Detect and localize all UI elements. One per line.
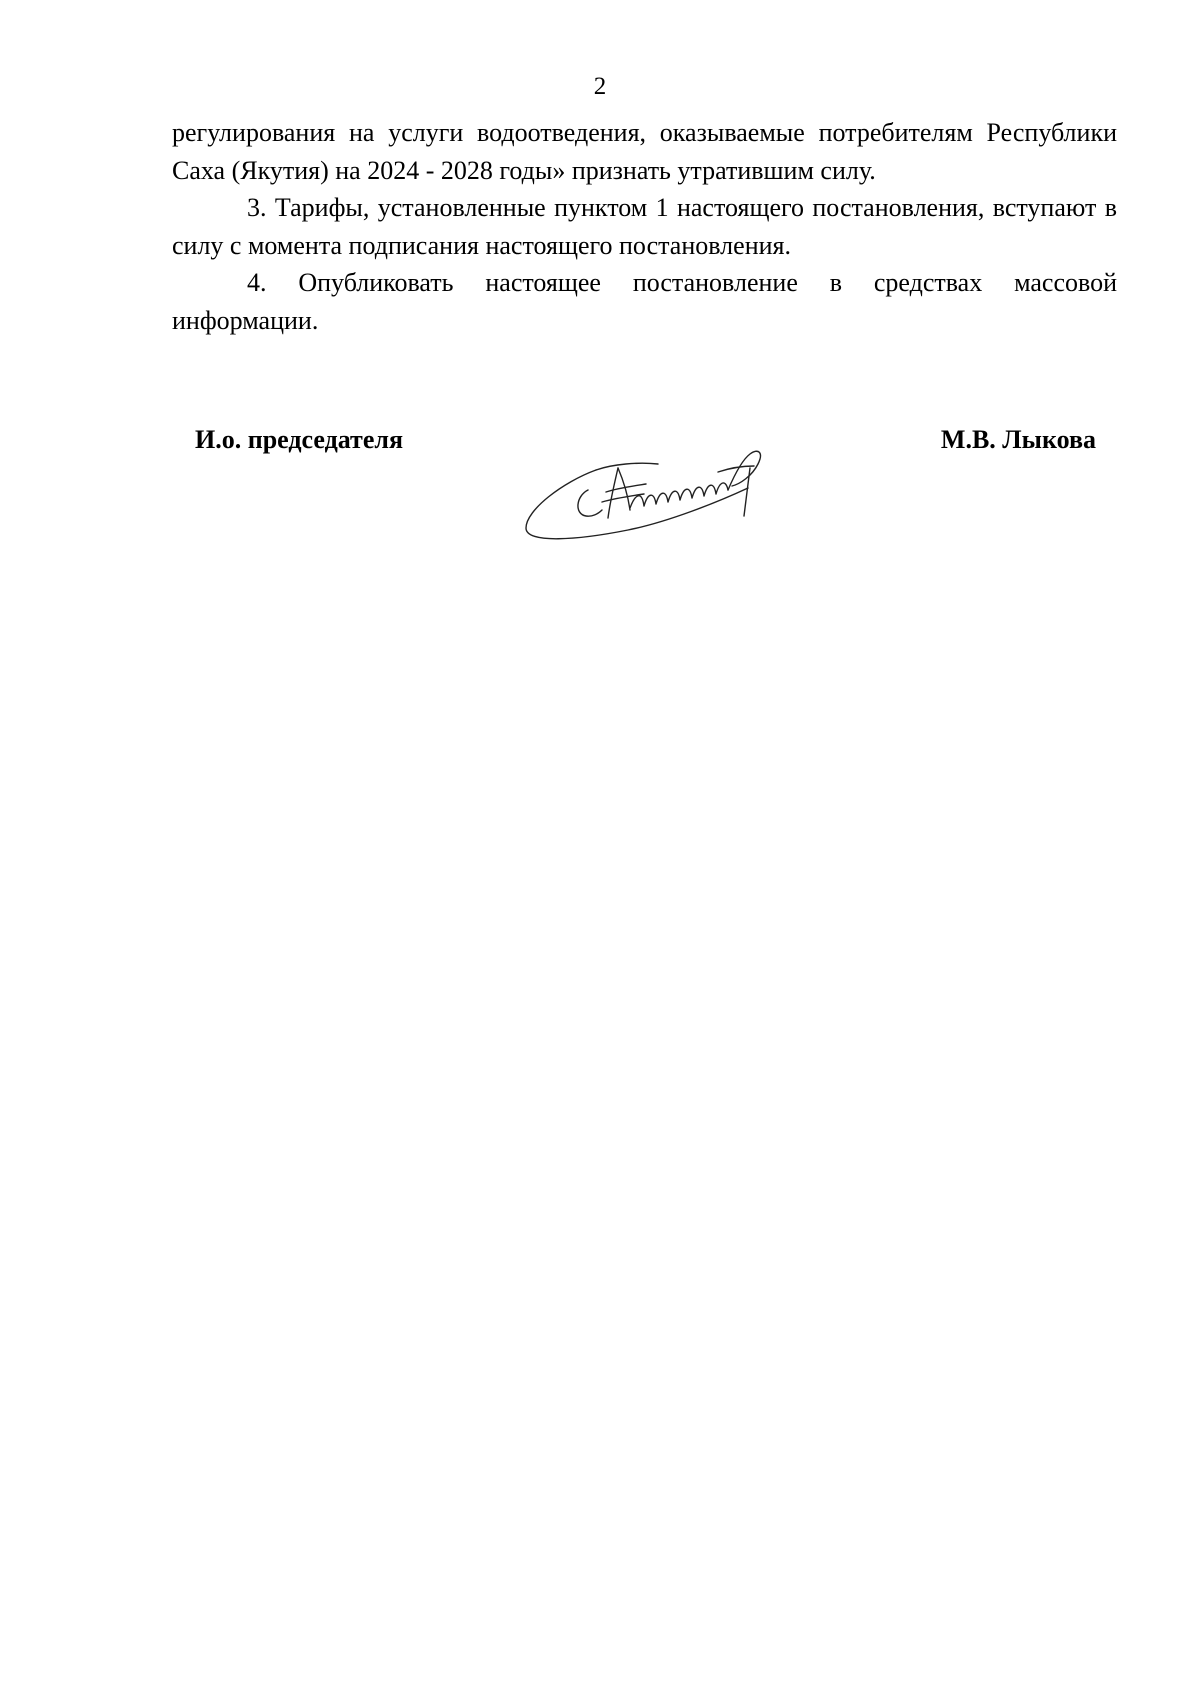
handwritten-signature-icon [518,440,808,550]
paragraph-item-3: 3. Тарифы, установленные пунктом 1 настоящего постановления, вступают в силу с момента подписания настоящего постановления. [172,193,1117,260]
signatory-name: М.В. Лыкова [940,425,1096,454]
paragraph-continuation: регулирования на услуги водоотведения, оказываемые потребителям Республики Саха (Якутия) на 2024 - 2028 годы» признать утратившим силу. [172,118,1117,185]
signatory-position: И.о. председателя [195,425,404,454]
paragraph-item-4: 4. Опубликовать настоящее постановление в средствах массовой информации. [172,268,1117,335]
page-number: 2 [593,73,607,100]
document-body [172,114,1117,340]
